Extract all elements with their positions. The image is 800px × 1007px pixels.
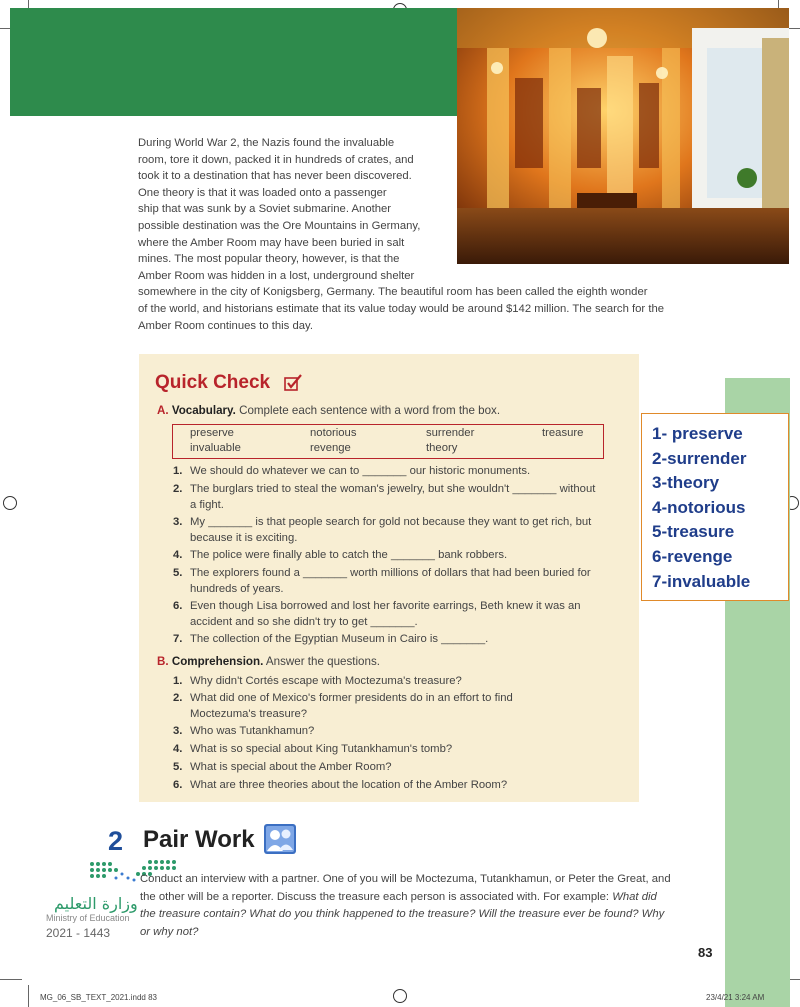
item-text: Why didn't Cortés escape with Moctezuma's treasure? [190,675,462,687]
item-text: What did one of Mexico's former presidents do in an effort to find [190,692,513,704]
word-box-item: surrender [426,427,475,439]
crop-mark [28,985,29,1007]
item-number: 3. [173,725,183,737]
word-box-item: treasure [542,427,584,439]
comprehension-item [173,759,392,775]
pair-work-line [140,906,720,924]
item-number: 6. [173,600,183,612]
item-number: 1. [173,675,183,687]
paragraph-line: room, tore it down, packed it in hundreds of crates, and [138,153,414,166]
pair-work-line [140,924,720,942]
answer-item: 4-notorious [652,497,746,517]
footer-file-name: MG_06_SB_TEXT_2021.indd 83 [40,993,157,1002]
answer-item: 3-theory [652,473,720,493]
item-text: What is so special about King Tutankhamun's tomb? [190,743,453,755]
section-a-heading [157,404,500,417]
item-text: a fight. [190,499,224,511]
page-number: 83 [698,945,713,960]
paragraph-line: Amber Room continues to this day. [138,319,313,332]
paragraph-line: took it to a destination that has never been discovered. [138,170,412,183]
word-box [172,424,604,459]
vocabulary-item [173,547,508,563]
pair-work-line-text: Conduct an interview with a partner. One of you will be Moctezuma, Tutankhamun, or Peter the Great, and [140,873,671,885]
answer-item: 1- preserve [652,424,743,443]
comprehension-item [173,741,453,757]
word-box-item: preserve [190,427,234,439]
item-text: Even though Lisa borrowed and lost her favorite earrings, Beth knew it was an [190,600,581,612]
item-text: hundreds of years. [190,583,284,595]
item-number: 5. [173,567,183,579]
item-number: 5. [173,761,183,773]
paragraph-line: Amber Room was hidden in a lost, underground shelter [138,269,415,282]
item-number: 4. [173,549,183,561]
paragraph-line: where the Amber Room may have been buried in salt [138,236,405,249]
ministry-english-name: Ministry of Education [46,913,130,923]
vocabulary-item [173,481,596,513]
item-number: 2. [173,483,183,495]
vocabulary-item [173,463,531,479]
pair-people-icon [264,824,296,854]
word-box-item: theory [426,442,458,454]
answer-item: 2-surrender [652,448,747,468]
answer-item: 7-invaluable [652,571,751,591]
item-text: The collection of the Egyptian Museum in Cairo is _______. [190,633,489,645]
section-a-title: Vocabulary. [171,404,236,417]
comprehension-item [173,673,462,689]
item-text: The burglars tried to steal the woman's jewelry, but she wouldn't _______ without [190,483,596,495]
pair-work-number: 2 [108,826,124,856]
registration-mark-icon [3,496,17,510]
item-text: Moctezuma's treasure? [190,708,308,720]
vocabulary-item [173,514,592,546]
answer-item: 6-revenge [652,546,733,566]
vocabulary-item [173,631,489,647]
paragraph-line: During World War 2, the Nazis found the invaluable [138,137,395,149]
item-number: 2. [173,692,183,704]
checkbox-check-icon [284,374,302,391]
item-number: 3. [173,516,183,528]
paragraph-line: ship that was sunk by a Soviet submarine. Another [138,203,392,216]
paragraph-line: somewhere in the city of Konigsberg, Germany. The beautiful room has been called the eighth wonder [138,286,648,299]
item-number: 7. [173,633,183,645]
pair-work-line-text: the other will be a reporter. Discuss the treasure each person is associated with. For example: [140,890,613,903]
crop-mark [0,979,22,980]
ministry-arabic-name: وزارة التعليم [54,894,138,913]
section-b-letter: B. [157,655,169,668]
section-b-instruction: Answer the questions. [265,655,380,668]
comprehension-item [173,690,513,722]
section-b-title: Comprehension. [171,655,264,668]
section-a-letter: A. [157,404,169,417]
vocabulary-item [173,598,581,630]
item-text: because it is exciting. [190,532,298,544]
word-box-item: invaluable [190,442,241,454]
item-text: Who was Tutankhamun? [190,725,315,737]
pair-work-line [140,889,720,907]
word-box-item: revenge [310,442,351,454]
item-text: What are three theories about the location of the Amber Room? [190,779,508,791]
answer-item: 5-treasure [652,522,735,542]
paragraph-line: of the world, and historians estimate that its value today would be around $142 million. The search for the [138,302,665,315]
pair-work-line-italic: the treasure contain? What do you think happened to the treasure? Will the treasure ever be found? Why [140,908,665,920]
item-text: We should do whatever we can to _______ our historic monuments. [190,465,531,477]
item-number: 6. [173,779,183,791]
pair-work-line [140,871,720,889]
footer-timestamp: 23/4/21 3:24 AM [706,993,765,1002]
academic-year: 2021 - 1443 [46,926,111,940]
pair-work-title: Pair Work [143,826,255,853]
comprehension-item [173,723,315,739]
paragraph-line: mines. The most popular theory, however, is that the [138,253,400,266]
section-b-heading [157,655,380,668]
pair-work-line-italic: What did [612,890,657,903]
word-box-item: notorious [310,427,357,439]
registration-mark-icon [393,989,407,1003]
item-number: 1. [173,465,183,477]
item-text: The explorers found a _______ worth millions of dollars that had been buried for [190,567,591,579]
item-text: What is special about the Amber Room? [190,761,392,773]
pair-work-instructions [140,871,720,941]
item-number: 4. [173,743,183,755]
header-green-bar [10,8,457,116]
comprehension-item [173,777,508,793]
section-a-instruction: Complete each sentence with a word from the box. [239,404,501,417]
paragraph-line: One theory is that it was loaded onto a passenger [138,186,387,199]
item-text: My _______ is that people search for gold not because they want to get rich, but [190,516,592,528]
story-paragraph [138,135,713,334]
answer-key-box [641,413,789,601]
vocabulary-item [173,565,591,597]
quick-check-title: Quick Check [155,372,271,393]
item-text: accident and so she didn't try to get _______. [190,616,418,628]
pair-work-line-italic: or why not? [140,925,199,938]
item-text: The police were finally able to catch the _______ bank robbers. [190,549,508,561]
paragraph-line: possible destination was the Ore Mountains in Germany, [138,219,421,232]
